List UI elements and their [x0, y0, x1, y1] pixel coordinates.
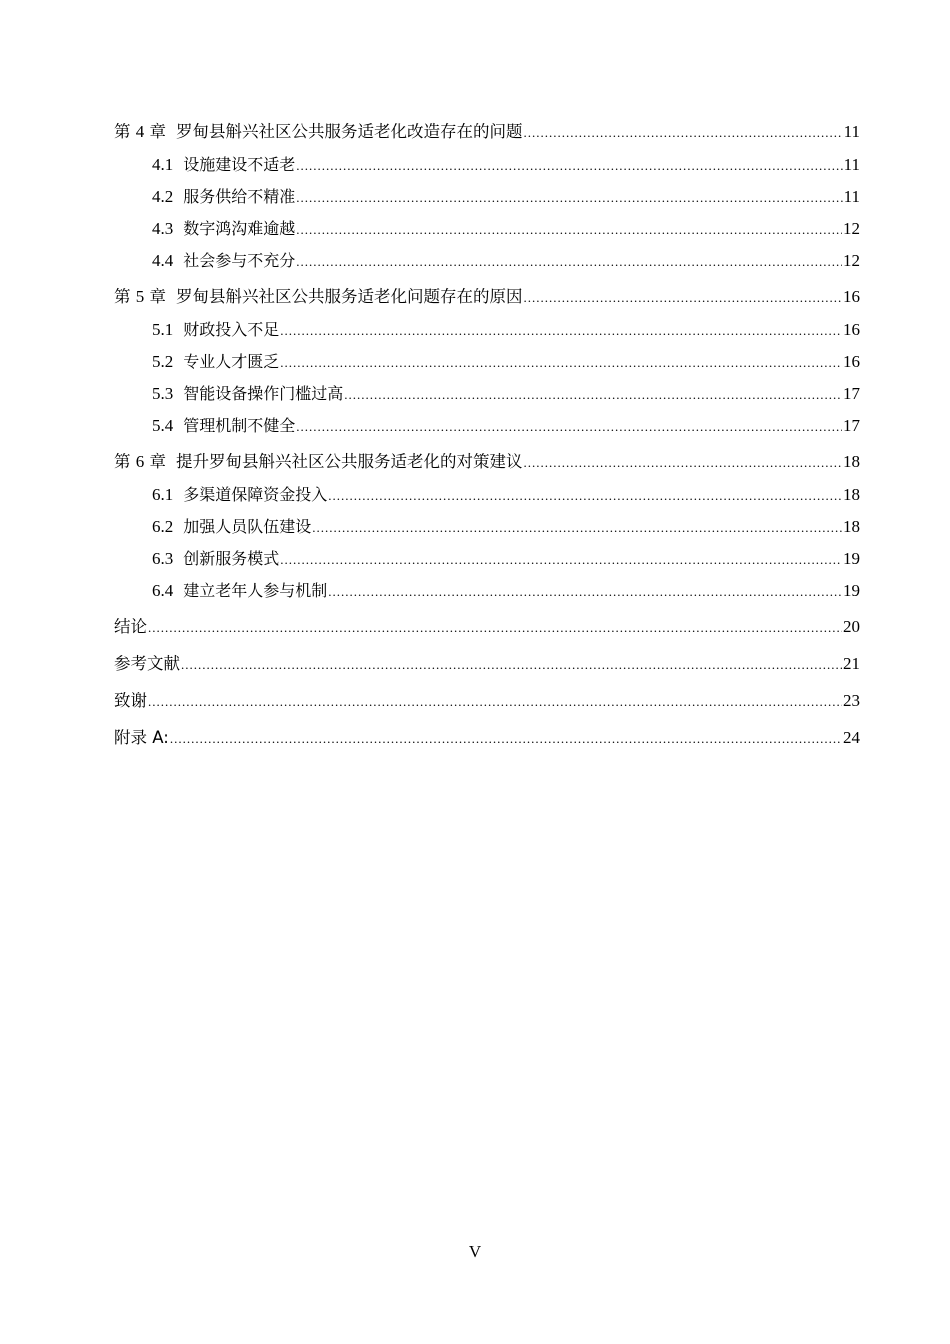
page-number: 19 — [843, 549, 860, 568]
section-number: 5.4 — [152, 416, 174, 435]
chapter-number: 4 — [135, 122, 145, 141]
entry-title: 附录 A: — [114, 728, 169, 747]
leader-dots — [280, 349, 842, 377]
page-number: 12 — [843, 251, 860, 270]
leader-dots — [328, 482, 842, 510]
leader-dots — [280, 317, 842, 345]
chapter-title: 提升罗甸县斛兴社区公共服务适老化的对策建议 — [176, 452, 523, 471]
section-title: 智能设备操作门槛过高 — [183, 384, 344, 403]
section-number: 6.2 — [152, 517, 174, 536]
chapter-suffix: 章 — [149, 452, 166, 471]
leader-dots — [312, 514, 842, 542]
leader-dots — [524, 449, 843, 477]
toc-references[interactable] — [114, 650, 860, 683]
page-number: 24 — [843, 728, 860, 747]
chapter-prefix: 第 — [114, 452, 131, 471]
entry-title: 结论 — [114, 617, 147, 636]
section-number: 6.4 — [152, 581, 174, 600]
page-footer-number: V — [468, 1242, 482, 1261]
section-number: 6.1 — [152, 485, 174, 504]
leader-dots — [344, 381, 842, 409]
toc-conclusion[interactable] — [114, 613, 860, 646]
toc-section-6-4[interactable] — [114, 577, 860, 609]
section-number: 4.2 — [152, 187, 174, 206]
toc-section-4-1[interactable] — [114, 151, 860, 183]
chapter-suffix: 章 — [149, 122, 166, 141]
leader-dots — [296, 216, 842, 244]
section-title: 加强人员队伍建设 — [183, 517, 312, 536]
leader-dots — [524, 119, 843, 147]
leader-dots — [148, 688, 842, 716]
chapter-title: 罗甸县斛兴社区公共服务适老化改造存在的问题 — [176, 122, 523, 141]
toc-section-5-1[interactable] — [114, 316, 860, 348]
page-number: 18 — [843, 452, 860, 471]
toc-chapter-4[interactable] — [114, 118, 860, 151]
section-number: 4.4 — [152, 251, 174, 270]
toc-section-6-3[interactable] — [114, 545, 860, 577]
page-number: 20 — [843, 617, 860, 636]
section-number: 5.1 — [152, 320, 174, 339]
page-number: 16 — [843, 320, 860, 339]
leader-dots — [296, 248, 842, 276]
leader-dots — [524, 284, 843, 312]
section-number: 5.3 — [152, 384, 174, 403]
toc-appendix[interactable] — [114, 724, 860, 757]
page-number: 11 — [843, 187, 860, 206]
leader-dots — [328, 578, 842, 606]
chapter-prefix: 第 — [114, 122, 131, 141]
section-number: 4.1 — [152, 155, 174, 174]
toc-section-6-1[interactable] — [114, 481, 860, 513]
section-title: 财政投入不足 — [183, 320, 280, 339]
page-number: 17 — [843, 416, 860, 435]
page-number: 21 — [843, 654, 860, 673]
leader-dots — [296, 413, 842, 441]
toc-section-4-4[interactable] — [114, 247, 860, 279]
chapter-label — [114, 283, 166, 311]
leader-dots — [280, 546, 842, 574]
section-title: 专业人才匮乏 — [183, 352, 280, 371]
toc-section-5-4[interactable] — [114, 412, 860, 444]
page-number: 23 — [843, 691, 860, 710]
section-number: 5.2 — [152, 352, 174, 371]
section-number: 6.3 — [152, 549, 174, 568]
chapter-label — [114, 448, 166, 476]
toc-section-4-2[interactable] — [114, 183, 860, 215]
chapter-prefix: 第 — [114, 287, 131, 306]
leader-dots — [148, 614, 842, 642]
section-title: 服务供给不精准 — [183, 187, 296, 206]
section-title: 多渠道保障资金投入 — [183, 485, 328, 504]
table-of-contents — [114, 118, 860, 757]
page-number: 16 — [843, 287, 860, 306]
entry-title: 参考文献 — [114, 654, 180, 673]
page-number: 19 — [843, 581, 860, 600]
page-number: 18 — [843, 485, 860, 504]
entry-title: 致谢 — [114, 691, 147, 710]
chapter-number: 5 — [135, 287, 145, 306]
section-title: 社会参与不充分 — [183, 251, 296, 270]
page-number: 16 — [843, 352, 860, 371]
section-title: 设施建设不适老 — [183, 155, 296, 174]
toc-section-4-3[interactable] — [114, 215, 860, 247]
toc-section-6-2[interactable] — [114, 513, 860, 545]
toc-section-5-2[interactable] — [114, 348, 860, 380]
chapter-number: 6 — [135, 452, 145, 471]
leader-dots — [296, 184, 842, 212]
chapter-title: 罗甸县斛兴社区公共服务适老化问题存在的原因 — [176, 287, 523, 306]
chapter-label — [114, 118, 166, 146]
toc-chapter-5[interactable] — [114, 283, 860, 316]
section-title: 管理机制不健全 — [183, 416, 296, 435]
section-title: 数字鸿沟难逾越 — [183, 219, 296, 238]
page-number: 18 — [843, 517, 860, 536]
section-title: 建立老年人参与机制 — [183, 581, 328, 600]
section-title: 创新服务模式 — [183, 549, 280, 568]
page-number: 17 — [843, 384, 860, 403]
leader-dots — [181, 651, 842, 679]
toc-section-5-3[interactable] — [114, 380, 860, 412]
leader-dots — [170, 725, 842, 753]
page-number: 12 — [843, 219, 860, 238]
page-number: 11 — [843, 122, 860, 141]
section-number: 4.3 — [152, 219, 174, 238]
chapter-suffix: 章 — [149, 287, 166, 306]
leader-dots — [296, 152, 842, 180]
toc-chapter-6[interactable] — [114, 448, 860, 481]
toc-acknowledgements[interactable] — [114, 687, 860, 720]
page-number: 11 — [843, 155, 860, 174]
